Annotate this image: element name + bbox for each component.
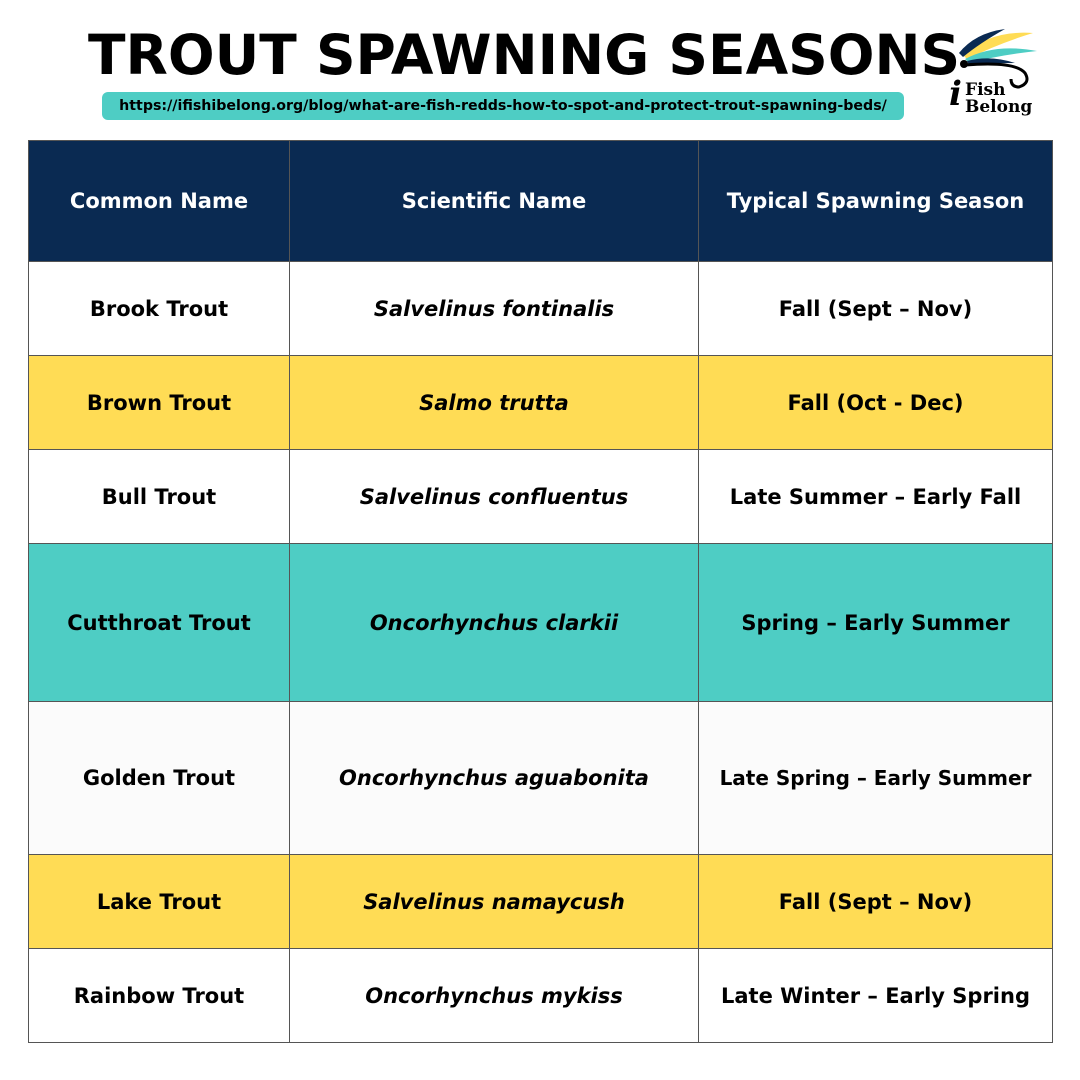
scientific-name-cell: Oncorhynchus clarkii	[290, 544, 699, 702]
table-row	[29, 262, 1053, 356]
ifishbelong-logo	[945, 25, 1040, 120]
table-row	[29, 544, 1053, 702]
season-cell: Fall (Sept – Nov)	[699, 855, 1053, 949]
common-name-cell: Brook Trout	[29, 262, 290, 356]
season-cell: Fall (Oct - Dec)	[699, 356, 1053, 450]
table-row	[29, 949, 1053, 1043]
table-row	[29, 855, 1053, 949]
table-row	[29, 450, 1053, 544]
scientific-name-cell: Oncorhynchus aguabonita	[290, 702, 699, 855]
common-name-cell: Cutthroat Trout	[29, 544, 290, 702]
common-name-cell: Lake Trout	[29, 855, 290, 949]
table-row	[29, 702, 1053, 855]
season-cell: Late Summer – Early Fall	[699, 450, 1053, 544]
scientific-name-cell: Salvelinus confluentus	[290, 450, 699, 544]
table-row	[29, 356, 1053, 450]
svg-text:Fish: Fish	[965, 80, 1006, 100]
common-name-cell: Rainbow Trout	[29, 949, 290, 1043]
season-cell: Fall (Sept – Nov)	[699, 262, 1053, 356]
source-url-badge[interactable]: https://ifishibelong.org/blog/what-are-fish-redds-how-to-spot-and-protect-trout-spawning-beds/	[102, 92, 904, 120]
svg-text:i: i	[949, 74, 962, 114]
table-header-row	[29, 141, 1053, 262]
common-name-cell: Bull Trout	[29, 450, 290, 544]
season-cell: Late Spring – Early Summer	[699, 702, 1053, 855]
common-name-cell: Brown Trout	[29, 356, 290, 450]
scientific-name-cell: Salmo trutta	[290, 356, 699, 450]
season-cell: Spring – Early Summer	[699, 544, 1053, 702]
svg-text:Belong: Belong	[965, 97, 1033, 117]
header-spawning-season: Typical Spawning Season	[699, 141, 1053, 262]
spawning-seasons-table	[28, 140, 1053, 1043]
season-cell: Late Winter – Early Spring	[699, 949, 1053, 1043]
fly-feathers-icon	[959, 29, 1037, 65]
scientific-name-cell: Salvelinus namaycush	[290, 855, 699, 949]
header-common-name: Common Name	[29, 141, 290, 262]
scientific-name-cell: Oncorhynchus mykiss	[290, 949, 699, 1043]
page-title: TROUT SPAWNING SEASONS	[88, 23, 961, 87]
common-name-cell: Golden Trout	[29, 702, 290, 855]
scientific-name-cell: Salvelinus fontinalis	[290, 262, 699, 356]
header-scientific-name: Scientific Name	[290, 141, 699, 262]
